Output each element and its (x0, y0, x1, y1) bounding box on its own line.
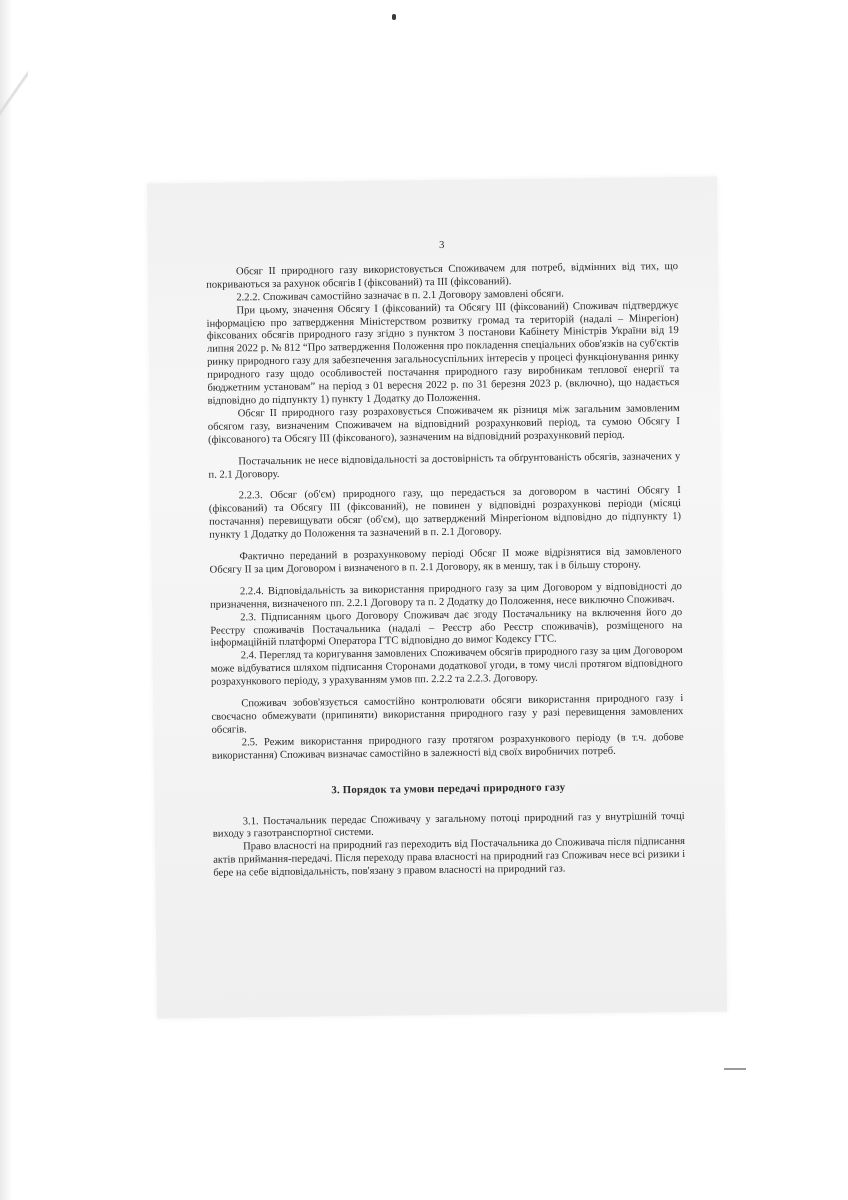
scan-pencil-mark (724, 1068, 746, 1070)
paragraph-actual-volume-ii: Фактично переданий в розрахунковому періоді Обсяг II може відрізнятися від замовленого Обсягу II за цим Договором і визначеного в п. 2.1 Договору, як в меншу, так і в більшу сторону. (209, 546, 682, 576)
paragraph-minregion-confirmation: При цьому, значення Обсягу I (фіксований) та Обсягу III (фіксований) Споживач підтверджує інформацією про затвердження Міністерством розвитку громад та територій (надалі – Мінрегіон) фіксованих обсягів природного газу згідно з пунктом 3 постанови Кабінету Міністрів України від 19 липня 2022 р. № 812 “Про затвердження Положення про покладення спеціальних обов'язків на суб'єктів ринку природного газу для забезпечення загальносуспільних інтересів у процесі функціонування ринку природного газу щодо особливостей постачання природного газу виробникам теплової енергії та бюджетним установам” на період з 01 вересня 2022 р. по 31 березня 2023 р. (включно), що надається відповідно до підпункту 1) пункту 1 Додатку до Положення. (206, 299, 680, 407)
paragraph-2-4: 2.4. Перегляд та коригування замовлених Споживачем обсягів природного газу за цим Договором може відбуватися шляхом підписання Сторонами додаткової угоди, в тому числі протягом відповідного розрахункового періоду, з урахуванням умов пп. 2.2.2 та 2.2.3. Договору. (210, 645, 683, 688)
paragraph-2-2-3: 2.2.3. Обсяг (об'єм) природного газу, що передається за договором в частині Обсягу I (фіксований) та Обсягу III (фіксований), не повинен у відповідні розрахункові періоди (місяці постачання) перевищувати обсяг (об'єм), що затверджений Мінрегіоном відповідно до підпункту 1) пункту 1 Додатку до Положення та зазначений в п. 2.1 Договору. (208, 485, 682, 541)
paragraph-volume-ii-calculation: Обсяг II природного газу розраховується Споживачем як різниця між загальним замовленим обсягом газу, визначеним Споживачем на відповідний розрахунковий період, та сумою Обсягу I (фіксованого) та Обсягу III (фіксованого), зазначеним на відповідний розрахунковий період. (207, 402, 680, 446)
paragraph-2-2-2: 2.2.2. Споживач самостійно зазначає в п. 2.1 Договору замовлені обсяги. (236, 288, 564, 304)
paragraph-supplier-liability: Постачальник не несе відповідальності за достовірність та обґрунтованість обсягів, зазначених у п. 2.1 Договору. (208, 450, 681, 481)
paragraph-consumer-control: Споживач зобов'язується самостійно контролювати обсяги використання природного газу і своєчасно обмежувати (припиняти) використання природного газу у разі перевищення замовлених обсягів. (211, 693, 684, 736)
paragraph-ownership-transfer: Право власності на природний газ переходить від Постачальника до Споживача після підписання актів приймання-передачі. Після переходу права власності на природний газ Споживач несе всі ризики і бере на себе відповідальність, пов'язану з правом власності на природний газ. (213, 836, 686, 879)
scan-page-edge (0, 0, 12, 1200)
paragraph-3-1: 3.1. Постачальник передає Споживачу у загальному потоці природний газ у внутрішній точці виходу з газотранспортної системи. (212, 810, 685, 841)
page-number: 3 (438, 239, 445, 251)
paragraph-volume-ii-usage: Обсяг II природного газу використовується Споживачем для потреб, відмінних від тих, що покриваються за рахунок обсягів I (фіксований) та III (фіксований). (206, 260, 679, 291)
document-body (206, 237, 686, 881)
scan-ink-dot (392, 14, 396, 20)
paragraph-2-2-4: 2.2.4. Відповідальність за використання природного газу за цим Договором у відповідності до призначення, визначеного пп. 2.2.1 Договору та п. 2 Додатку до Положення, несе виключно Споживач. (210, 580, 682, 611)
paragraph-2-5: 2.5. Режим використання природного газу протягом розрахункового періоду (в т.ч. добове використання) Споживач визначає самостійно в залежності від своїх виробничих потреб. (211, 731, 684, 762)
scanned-document-page (147, 177, 727, 1019)
scan-corner-fold (0, 60, 28, 130)
section-3-title: 3. Порядок та умови передачі природного газу (331, 781, 566, 796)
paragraph-2-3: 2.3. Підписанням цього Договору Споживач дає згоду Постачальнику на включення його до Реєстру споживачів Постачальника (надалі – Реєстр або Реєстр споживачів), розміщеного на інформаційній платформі Оператора ГТС відповідно до вимог Кодексу ГТС. (210, 606, 683, 650)
